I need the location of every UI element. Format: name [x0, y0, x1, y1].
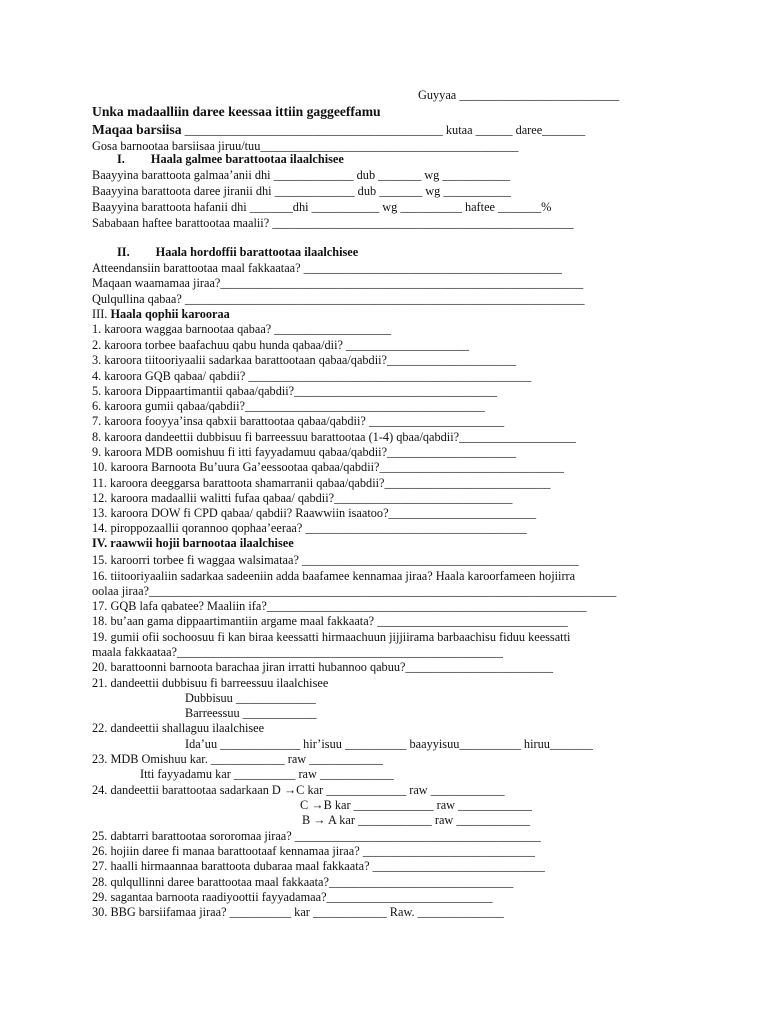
present-count-line: Baayyina barattoota daree jiranii dhi _____________ dub _______ wg ___________	[92, 184, 512, 198]
item-26: 26. hojiin daree fi manaa barattootaaf kennamaa jiraa? ____________________________	[92, 844, 535, 858]
registered-count-line: Baayyina barattoota galmaa’anii dhi _____________ dub _______ wg ___________	[92, 168, 511, 182]
section-3-heading: III. Haala qophii karooraa	[92, 307, 230, 321]
item-16: 16. tiitooriyaaliin sadarkaa sadeeniin adda baafamee kennamaa jiraa? Haala karoorfameen hojiirra	[92, 569, 576, 583]
level-c-b-line: C →B kar _____________ raw ____________	[300, 798, 532, 812]
plan-item-13: 13. karoora DOW fi CPD qabaa/ qabdii? Raawwiin isaatoo?________________________	[92, 506, 537, 520]
absent-count-line: Baayyina barattoota hafanii dhi _______dhi ___________ wg __________ haftee _______%	[92, 200, 552, 214]
plan-item-8: 8. karoora dandeettii dubbisuu fi barreessuu barattootaa (1-4) qbaa/qabdii?___________________	[92, 430, 576, 444]
plan-item-14: 14. piroppozaallii qorannoo qophaa’eeraa? ____________________________________	[92, 521, 527, 535]
item-22: 22. dandeettii shallaguu ilaalchisee	[92, 721, 265, 735]
item-15: 15. karoorri torbee fi waggaa walsimataa? _____________________________________________	[92, 553, 579, 567]
plan-item-10: 10. karoora Barnoota Bu’uura Ga’eessootaa qabaa/qabdii?______________________________	[92, 460, 564, 474]
teacher-name-label: Maqaa barsiisa	[92, 122, 182, 137]
item-30: 30. BBG barsiifamaa jiraa? __________ kar ____________ Raw. ______________	[92, 905, 504, 919]
plan-item-4: 4. karoora GQB qabaa/ qabdii? ______________________________________________	[92, 369, 532, 383]
item-19-cont: maala fakkaataa?_____________________________________________________	[92, 645, 503, 659]
material-use-line: Itti fayyadamu kar __________ raw ____________	[140, 767, 394, 781]
level-b-a-line: B → A kar ____________ raw ____________	[302, 813, 531, 827]
writing-line: Barreessuu ____________	[185, 706, 317, 720]
plan-item-3: 3. karoora tiitooriyaalii sadarkaa barattootaan qabaa/qabdii?_____________________	[92, 353, 517, 367]
section-1-heading: I. Haala galmee barattootaa ilaalchisee	[117, 152, 344, 166]
subject-line: Gosa barnootaa barsiisaa jiruu/tuu__________________________________________	[92, 139, 519, 153]
item-18: 18. bu’aan gama dippaartimantiin argame maal fakkaata? _______________________________	[92, 614, 568, 628]
item-16-cont: oolaa jiraa?____________________________________________________________________________	[92, 584, 617, 598]
plan-item-11: 11. karoora deeggarsa barattoota shamarranii qabaa/qabdii?___________________________	[92, 476, 551, 490]
item-24: 24. dandeettii barattootaa sadarkaan D →C kar _____________ raw ____________	[92, 783, 505, 797]
date-line: Guyyaa __________________________	[418, 88, 620, 102]
plan-item-7: 7. karoora fooyya’insa qabxii barattootaa qabaa/qabdii? ______________________	[92, 414, 505, 428]
teacher-name-line: Maqaa barsiisa __________________________________________ kutaa ______ daree_______	[92, 122, 586, 137]
item-20: 20. barattoonni barnoota barachaa jiran irratti hubannoo qabuu?________________________	[92, 660, 554, 674]
plan-item-12: 12. karoora madaallii walitti fufaa qabaa/ qabdii?_____________________________	[92, 491, 513, 505]
plan-item-2: 2. karoora torbee baafachuu qabu hunda qabaa/dii? ____________________	[92, 338, 469, 352]
absence-reason-line: Sababaan haftee barattootaa maalii? _________________________________________________	[92, 216, 574, 230]
item-28: 28. qulqullinni daree barattootaa maal fakkaata?______________________________	[92, 875, 514, 889]
item-29: 29. sagantaa barnoota raadiyoottii fayyadamaa?___________________________	[92, 890, 493, 904]
section-4-heading: IV. raawwii hojii barnootaa ilaalchisee	[92, 536, 294, 550]
item-23: 23. MDB Omishuu kar. ____________ raw ____________	[92, 752, 384, 766]
attendance-line: Atteendansiin barattootaa maal fakkaataa? __________________________________________	[92, 261, 562, 275]
item-27: 27. haalli hirmaannaa barattoota dubaraa maal fakkaata? ____________________________	[92, 859, 545, 873]
cleanliness-line: Qulqullina qabaa? _________________________________________________________________	[92, 292, 585, 306]
form-title: Unka madaalliin daree keessaa ittiin gaggeeffamu	[92, 104, 381, 119]
roll-call-line: Maqaan waamamaa jiraa?___________________________________________________________	[92, 276, 584, 290]
plan-item-5: 5. karoora Dippaartimantii qabaa/qabdii?_________________________________	[92, 384, 498, 398]
item-17: 17. GQB lafa qabatee? Maaliin ifa?____________________________________________________	[92, 599, 587, 613]
reading-line: Dubbisuu _____________	[185, 691, 316, 705]
plan-item-9: 9. karoora MDB oomishuu fi itti fayyadamuu qabaa/qabdii?_____________________	[92, 445, 517, 459]
arithmetic-line: Ida’uu _____________ hir’isuu __________ baayyisuu__________ hiruu_______	[185, 737, 593, 751]
plan-item-1: 1. karoora waggaa barnootaa qabaa? ___________________	[92, 322, 392, 336]
item-25: 25. dabtarri barattootaa sororomaa jiraa? ________________________________________	[92, 829, 541, 843]
item-19: 19. gumii ofii sochoosuu fi kan biraa keessatti hirmaachuun jijjiirama barbaachisu fiduu keessatti	[92, 630, 571, 644]
plan-item-6: 6. karoora gumii qabaa/qabdii?_______________________________________	[92, 399, 485, 413]
section-2-heading: II. Haala hordoffii barattootaa ilaalchisee	[117, 245, 359, 259]
item-21: 21. dandeettii dubbisuu fi barreessuu ilaalchisee	[92, 676, 329, 690]
